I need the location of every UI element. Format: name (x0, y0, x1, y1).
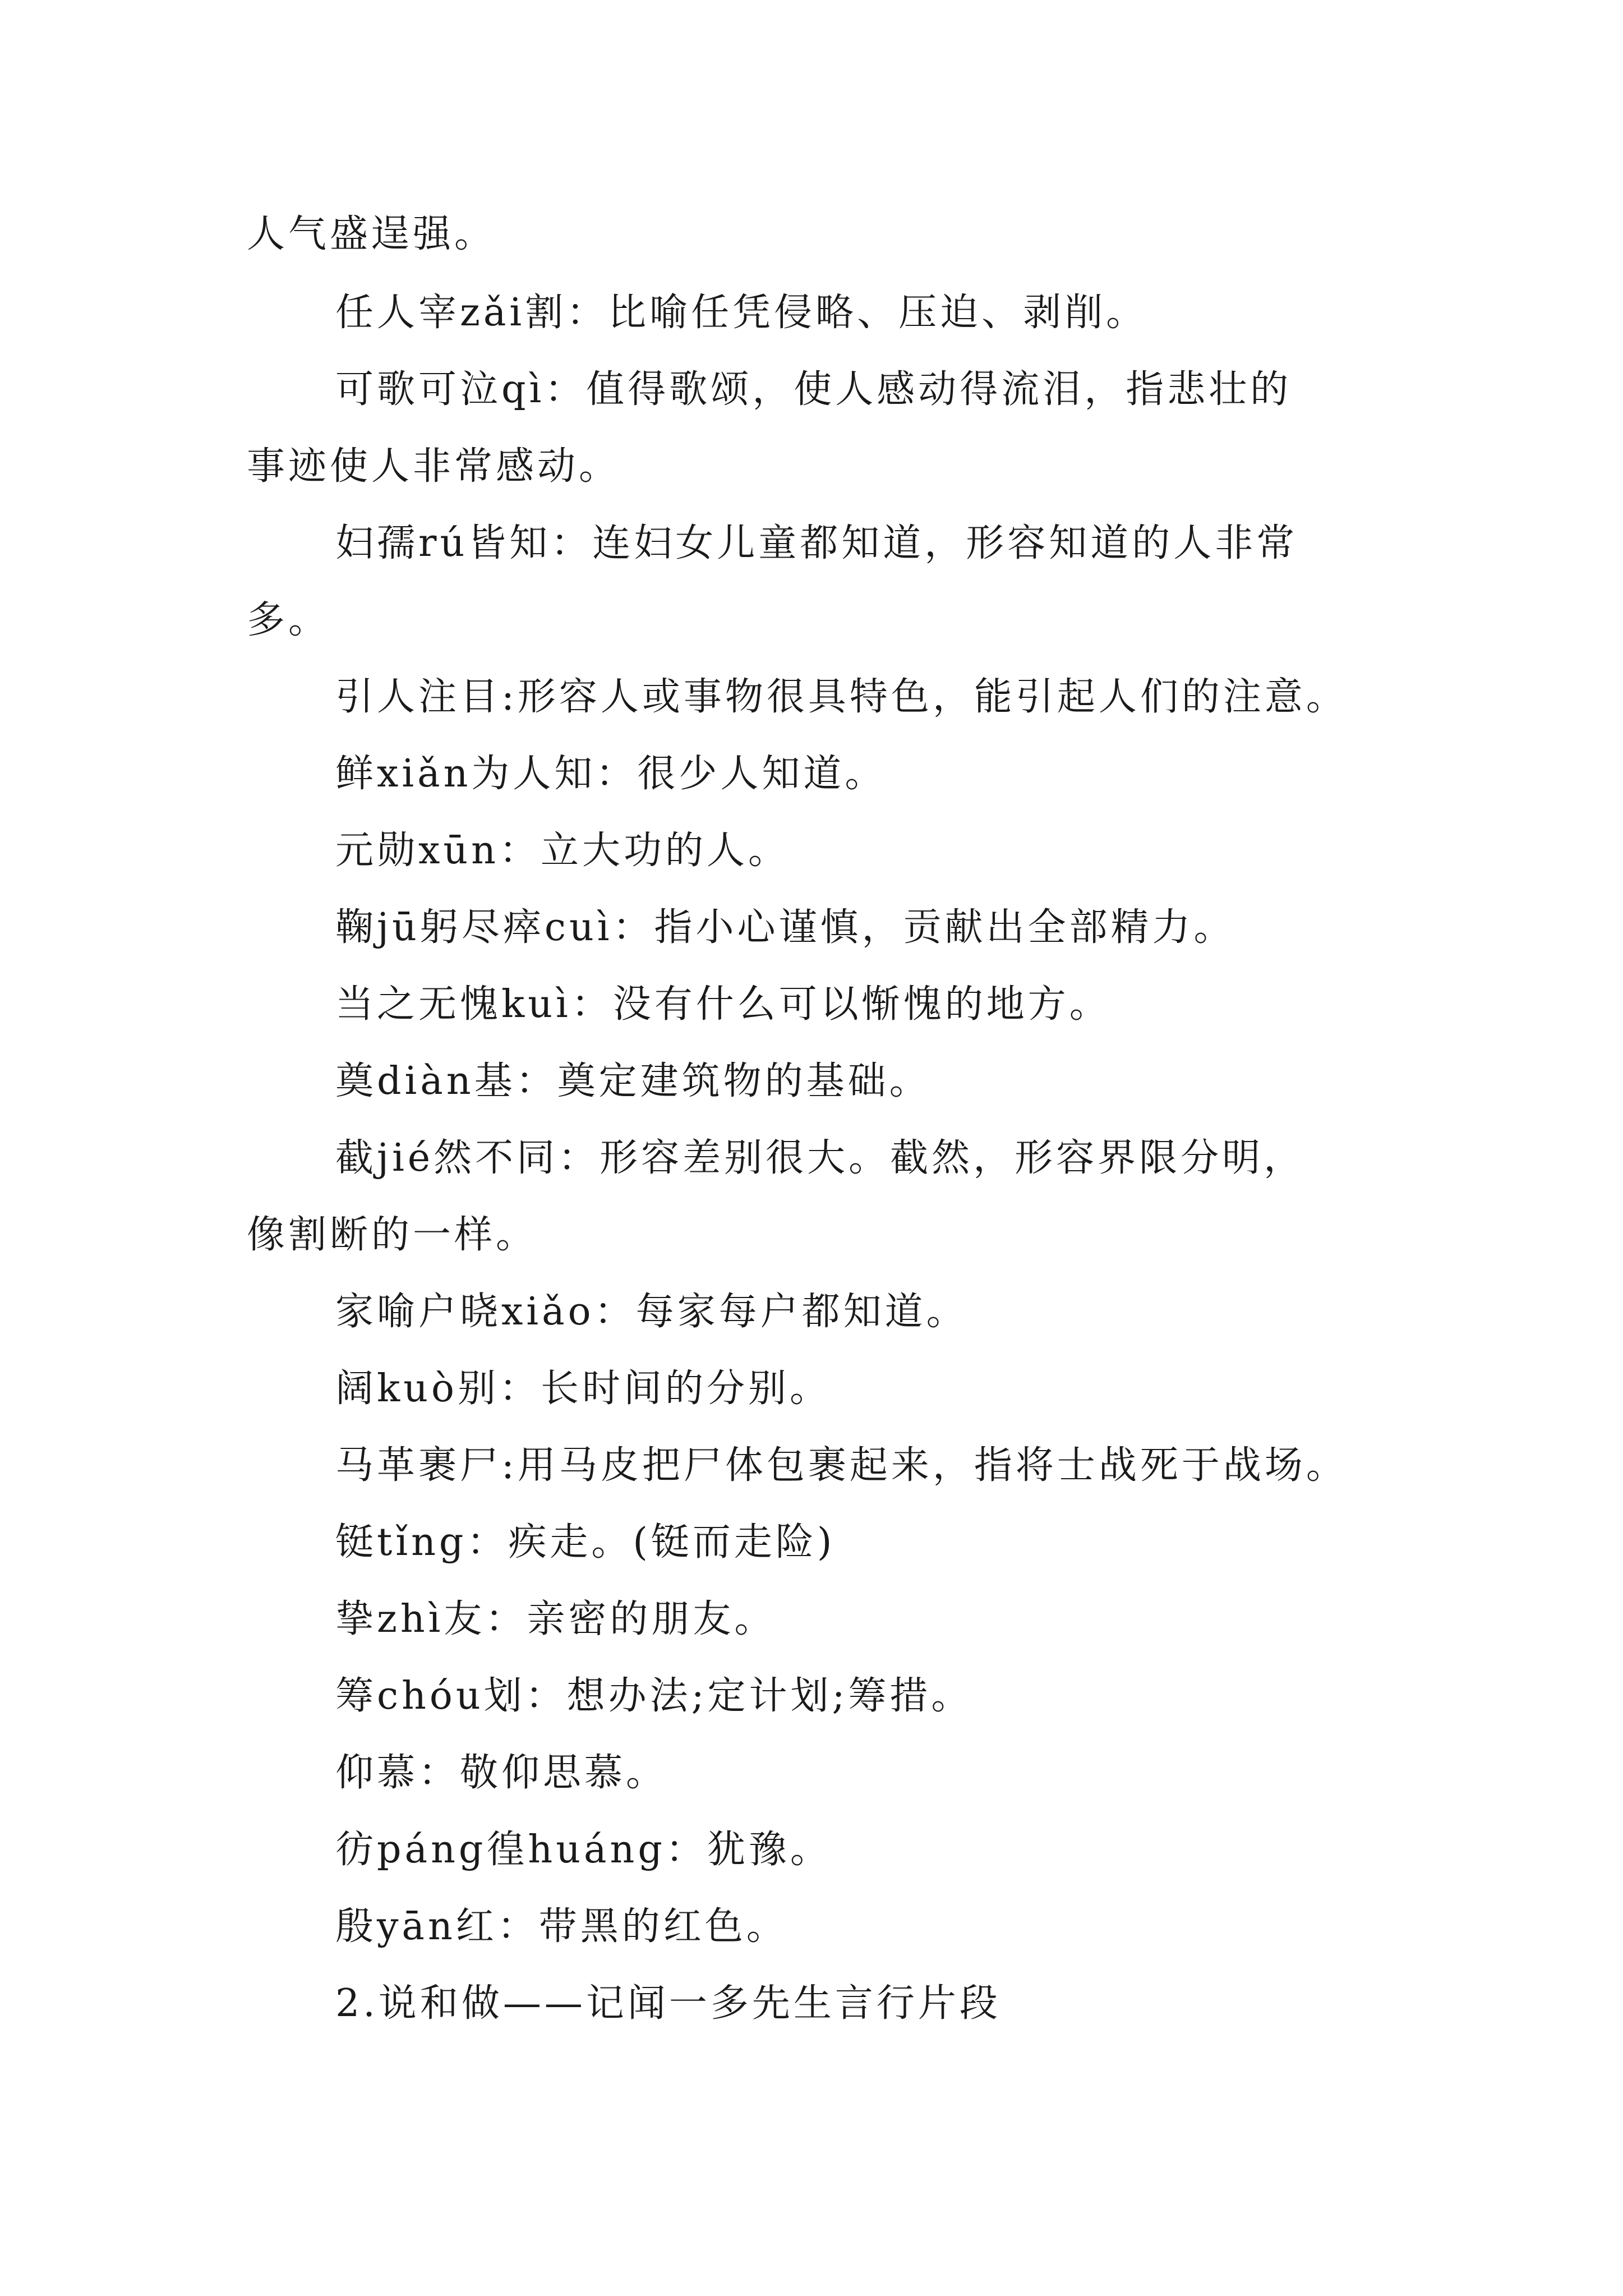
text-line-15: 家喻户晓xiǎo：每家每户都知道。 (335, 1290, 968, 1334)
text-line-22: 彷páng徨huáng：犹豫。 (335, 1828, 832, 1872)
text-line-16: 阔kuò别：长时间的分别。 (335, 1366, 831, 1411)
text-line-1: 人气盛逞强。 (247, 212, 496, 256)
text-line-12: 奠diàn基：奠定建筑物的基础。 (335, 1059, 931, 1103)
text-line-4: 事迹使人非常感动。 (247, 444, 621, 489)
text-line-8: 鲜xiǎn为人知：很少人知道。 (335, 752, 887, 796)
text-line-17: 马革裹尸:用马皮把尸体包裹起来，指将士战死于战场。 (335, 1443, 1348, 1488)
text-line-14: 像割断的一样。 (247, 1213, 538, 1257)
text-line-10: 鞠jū躬尽瘁cuì：指小心谨慎，贡献出全部精力。 (335, 905, 1235, 950)
text-line-13: 截jié然不同：形容差别很大。截然，形容界限分明， (335, 1136, 1306, 1180)
text-line-18: 铤tǐng：疾走。(铤而走险) (335, 1520, 836, 1565)
text-line-23: 殷yān红：带黑的红色。 (335, 1904, 788, 1949)
text-line-3: 可歌可泣qì：值得歌颂，使人感动得流泪，指悲壮的 (335, 367, 1292, 412)
text-line-5: 妇孺rú皆知：连妇女儿童都知道，形容知道的人非常 (335, 521, 1298, 565)
text-line-7: 引人注目:形容人或事物很具特色，能引起人们的注意。 (335, 675, 1348, 719)
text-line-9: 元勋xūn：立大功的人。 (335, 829, 790, 873)
text-line-19: 挚zhì友：亲密的朋友。 (335, 1597, 776, 1641)
section-heading: 2.说和做——记闻一多先生言行片段 (335, 1981, 1001, 2026)
text-line-21: 仰慕：敬仰思慕。 (335, 1751, 668, 1795)
text-line-20: 筹chóu划：想办法;定计划;筹措。 (335, 1674, 973, 1718)
text-line-2: 任人宰zǎi割：比喻任凭侵略、压迫、剥削。 (335, 291, 1148, 335)
text-line-6: 多。 (247, 598, 330, 642)
text-line-11: 当之无愧kuì：没有什么可以惭愧的地方。 (335, 982, 1111, 1027)
